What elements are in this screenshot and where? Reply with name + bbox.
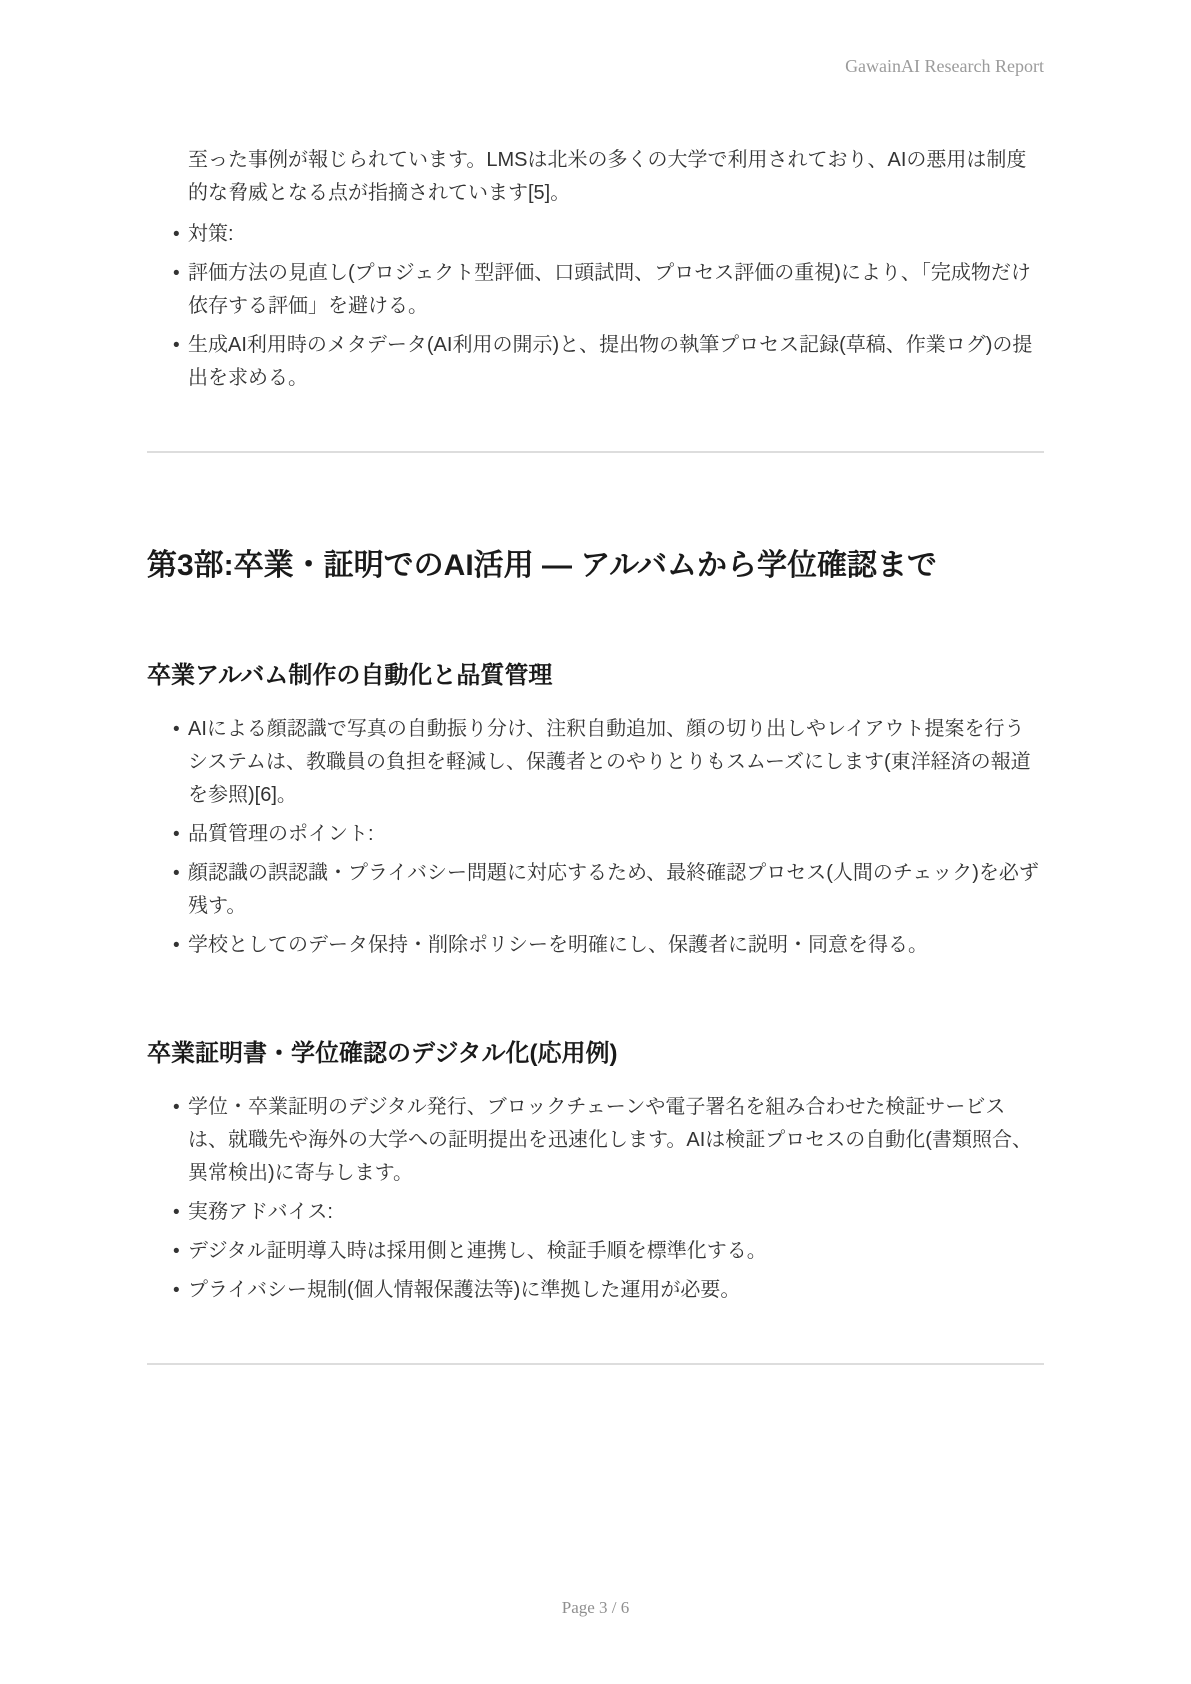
- subsection-album-title: 卒業アルバム制作の自動化と品質管理: [147, 662, 553, 690]
- list-item: • AIによる顔認識で写真の自動振り分け、注釈自動追加、顔の切り出しやレイアウト提案を行うシステムは、教職員の負担を軽減し、保護者とのやりとりもスムーズにします(東洋経済の報道を参照)[6]。: [188, 713, 1044, 812]
- list-item: • 生成AI利用時のメタデータ(AI利用の開示)と、提出物の執筆プロセス記録(草稿、作業ログ)の提出を求める。: [188, 329, 1044, 395]
- list-item: • 学校としてのデータ保持・削除ポリシーを明確にし、保護者に説明・同意を得る。: [188, 929, 1044, 962]
- list-item: • 対策:: [188, 218, 1044, 251]
- report-header-title: GawainAI Research Report: [845, 56, 1044, 76]
- digital-certificates-list: [147, 1091, 1044, 1307]
- list-item: • デジタル証明導入時は採用側と連携し、検証手順を標準化する。: [188, 1235, 1044, 1268]
- page-number-footer: Page 3 / 6: [561, 1598, 630, 1617]
- list-item: • 評価方法の見直し(プロジェクト型評価、口頭試問、プロセス評価の重視)により、「完成物だけ依存する評価」を避ける。: [188, 257, 1044, 323]
- continuation-paragraph: 至った事例が報じられています。LMSは北米の多くの大学で利用されており、AIの悪用は制度的な脅威となる点が指摘されています[5]。: [188, 148, 1027, 204]
- list-item: • 顔認識の誤認識・プライバシー問題に対応するため、最終確認プロセス(人間のチェック)を必ず残す。: [188, 857, 1044, 923]
- list-item: • 品質管理のポイント:: [188, 818, 1044, 851]
- section-divider-bottom: [147, 1363, 1044, 1365]
- list-item: • プライバシー規制(個人情報保護法等)に準拠した運用が必要。: [188, 1274, 1044, 1307]
- section-divider-top: [147, 451, 1044, 453]
- album-quality-list: [147, 713, 1044, 962]
- part3-section-title: 第3部:卒業・証明でのAI活用 — アルバムから学位確認まで: [147, 548, 938, 582]
- list-item: • 実務アドバイス:: [188, 1196, 1044, 1229]
- countermeasures-list: [147, 218, 1044, 395]
- list-item: • 学位・卒業証明のデジタル発行、ブロックチェーンや電子署名を組み合わせた検証サービスは、就職先や海外の大学への証明提出を迅速化します。AIは検証プロセスの自動化(書類照合、異常検出)に寄与します。: [188, 1091, 1044, 1190]
- subsection-certificates-title: 卒業証明書・学位確認のデジタル化(応用例): [147, 1040, 618, 1068]
